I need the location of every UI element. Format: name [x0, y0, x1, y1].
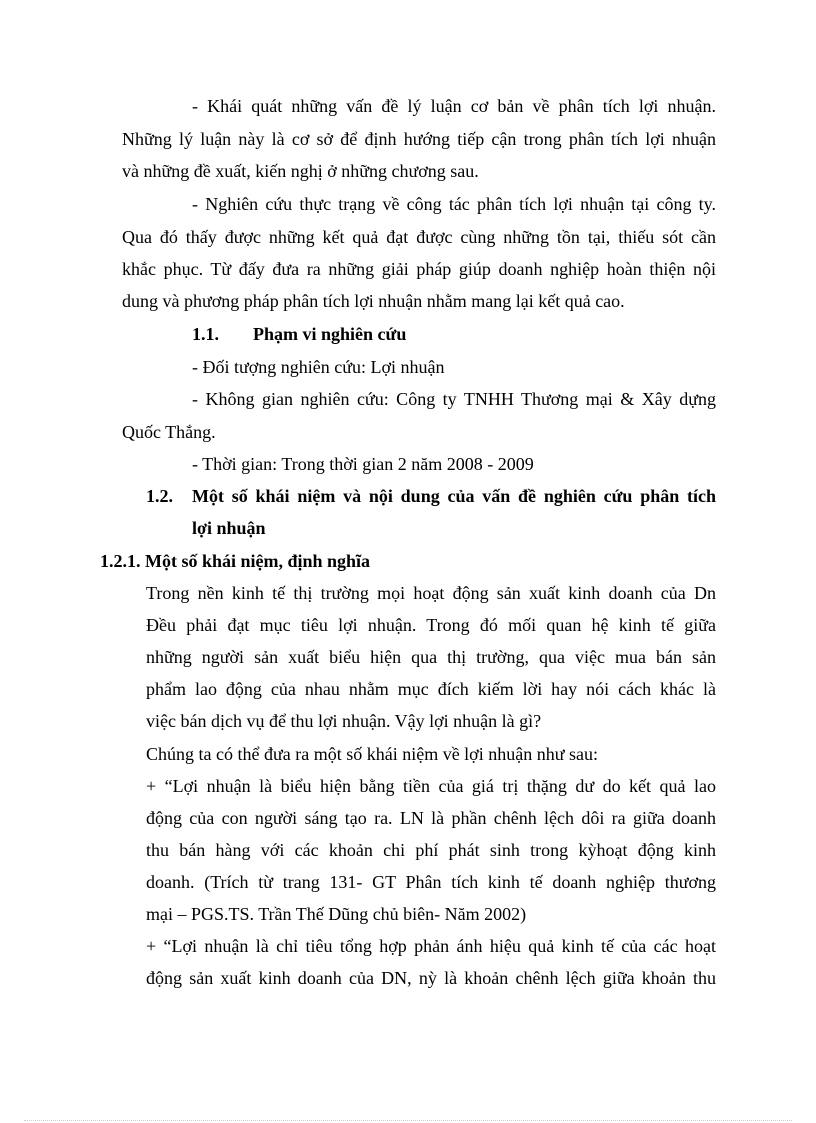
paragraph-line: mại – PGS.TS. Trần Thế Dũng chủ biên- Năm 2002) — [146, 904, 527, 924]
paragraph-line: Những lý luận này là cơ sở để định hướng tiếp cận trong phân tích lợi nhuận — [122, 129, 716, 149]
paragraph-line: những người sản xuất biểu hiện qua thị trường, qua việc mua bán sản — [146, 647, 716, 667]
paragraph-line: Chúng ta có thể đưa ra một số khái niệm về lợi nhuận như sau: — [146, 744, 598, 764]
heading-title: Một số khái niệm và nội dung của vấn đề nghiên cứu phân tích — [192, 486, 716, 506]
page-bottom-rule — [24, 1120, 792, 1121]
paragraph-line: doanh. (Trích từ trang 131- GT Phân tích kinh tế doanh nghiệp thương — [146, 872, 716, 892]
paragraph-line: - Nghiên cứu thực trạng về công tác phân tích lợi nhuận tại công ty. — [192, 194, 716, 214]
section-heading-1-2-continued: lợi nhuận — [192, 518, 266, 538]
paragraph-line: phẩm lao động của nhau nhằm mục đích kiếm lời hay nói cách khác là — [146, 679, 716, 699]
paragraph-line: thu bán hàng với các khoản chi phí phát sinh trong kỳhoạt động kinh — [146, 840, 716, 860]
paragraph-line: Đều phải đạt mục tiêu lợi nhuận. Trong đó mối quan hệ kinh tế giữa — [146, 615, 716, 635]
heading-number: 1.2. — [146, 486, 173, 506]
paragraph-line: việc bán dịch vụ để thu lợi nhuận. Vậy lợi nhuận là gì? — [146, 711, 542, 731]
heading-title: Một số khái niệm, định nghĩa — [145, 551, 371, 571]
paragraph-line: - Không gian nghiên cứu: Công ty TNHH Thương mại & Xây dựng — [192, 389, 716, 409]
paragraph-line: dung và phương pháp phân tích lợi nhuận nhằm mang lại kết quả cao. — [122, 291, 625, 311]
heading-number: 1.2.1. — [100, 551, 141, 571]
paragraph-line: + “Lợi nhuận là chỉ tiêu tổng hợp phản ánh hiệu quả kinh tế của các hoạt — [146, 936, 716, 956]
section-heading-1-2-1 — [100, 550, 370, 572]
heading-title: Phạm vi nghiên cứu — [253, 324, 407, 344]
heading-number: 1.1. — [192, 324, 219, 344]
paragraph-line: - Đối tượng nghiên cứu: Lợi nhuận — [192, 357, 445, 377]
section-heading-1-2 — [146, 485, 716, 507]
paragraph-line: + “Lợi nhuận là biểu hiện bằng tiền của giá trị thặng dư do kết quả lao — [146, 776, 716, 796]
paragraph-line: - Thời gian: Trong thời gian 2 năm 2008 - 2009 — [192, 454, 534, 474]
paragraph-line: Trong nền kinh tế thị trường mọi hoạt động sản xuất kinh doanh của Dn — [146, 583, 716, 603]
paragraph-line: Quốc Thắng. — [122, 422, 216, 442]
paragraph-line: Qua đó thấy được những kết quả đạt được cùng những tồn tại, thiếu sót cần — [122, 227, 716, 247]
paragraph-line: động sản xuất kinh doanh của DN, nỳ là khoản chênh lệch giữa khoản thu — [146, 968, 716, 988]
paragraph-line: và những đề xuất, kiến nghị ở những chương sau. — [122, 161, 479, 181]
paragraph-line: - Khái quát những vấn đề lý luận cơ bản về phân tích lợi nhuận. — [192, 96, 716, 116]
paragraph-line: động của con người sáng tạo ra. LN là phần chênh lệch dôi ra giữa doanh — [146, 808, 716, 828]
section-heading-1-1 — [192, 323, 406, 345]
paragraph-line: khắc phục. Từ đấy đưa ra những giải pháp giúp doanh nghiệp hoàn thiện nội — [122, 259, 716, 279]
